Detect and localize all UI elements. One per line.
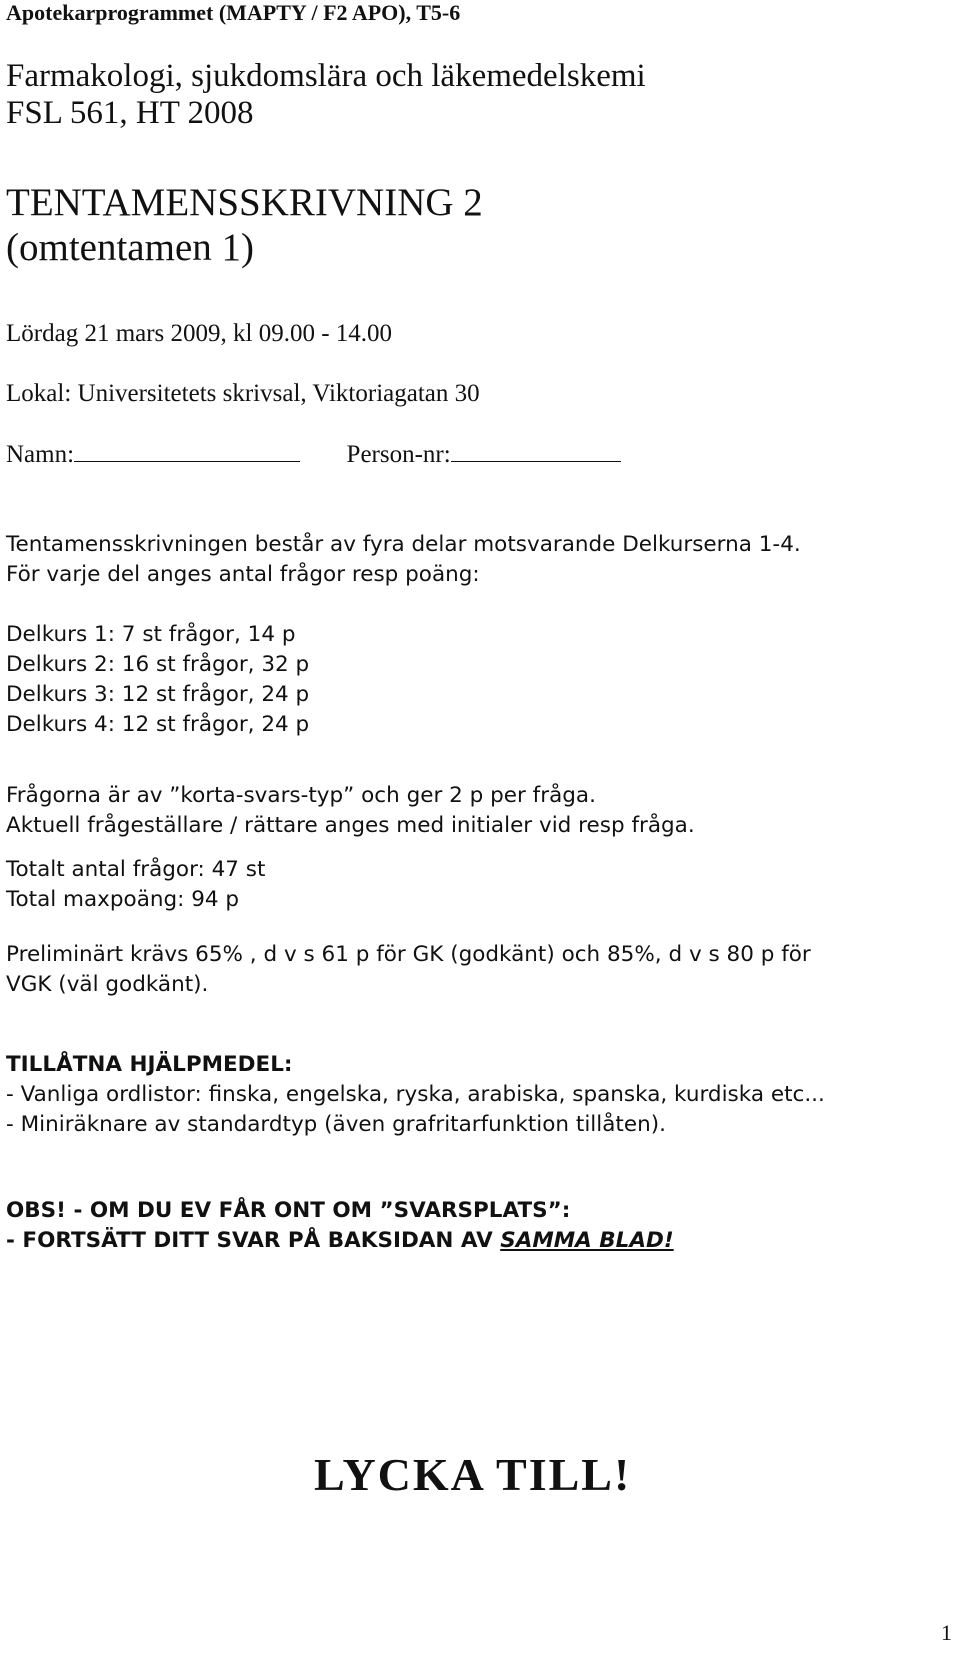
obs-instruction	[6, 1228, 674, 1253]
total-max-points: Total maxpoäng: 94 p	[6, 887, 240, 912]
personnr-label: Person-nr:	[346, 441, 451, 468]
exam-date: Lördag 21 mars 2009, kl 09.00 - 14.00	[6, 320, 393, 347]
grading-line-2: VGK (väl godkänt).	[6, 972, 209, 997]
exam-subtitle: (omtentamen 1)	[6, 226, 254, 269]
exam-location: Lokal: Universitetets skrivsal, Viktoriagatan 30	[6, 380, 480, 407]
grader-info: Aktuell frågeställare / rättare anges med initialer vid resp fråga.	[6, 813, 695, 838]
name-row	[6, 441, 621, 469]
obs-instruction-text: - FORTSÄTT DITT SVAR PÅ BAKSIDAN AV	[6, 1228, 501, 1253]
name-field[interactable]	[74, 441, 300, 462]
personnr-field[interactable]	[451, 441, 621, 462]
grading-line-1: Preliminärt krävs 65% , d v s 61 p för GK (godkänt) och 85%, d v s 80 p för	[6, 942, 811, 967]
aids-dictionaries: - Vanliga ordlistor: finska, engelska, ryska, arabiska, spanska, kurdiska etc...	[6, 1082, 825, 1107]
program-title: Apotekarprogrammet (MAPTY / F2 APO), T5-6	[6, 0, 461, 25]
total-questions: Totalt antal frågor: 47 st	[6, 857, 266, 882]
aids-heading: TILLÅTNA HJÄLPMEDEL:	[6, 1052, 293, 1077]
intro-line-1: Tentamensskrivningen består av fyra delar motsvarande Delkurserna 1-4.	[6, 532, 801, 557]
course-title: Farmakologi, sjukdomslära och läkemedelskemi	[6, 58, 646, 94]
intro-line-2: För varje del anges antal frågor resp poäng:	[6, 562, 480, 587]
obs-heading: OBS! - OM DU EV FÅR ONT OM ”SVARSPLATS”:	[6, 1198, 571, 1223]
delkurs-4: Delkurs 4: 12 st frågor, 24 p	[6, 712, 310, 737]
delkurs-3: Delkurs 3: 12 st frågor, 24 p	[6, 682, 310, 707]
delkurs-2: Delkurs 2: 16 st frågor, 32 p	[6, 652, 310, 677]
closing-greeting: LYCKA TILL!	[314, 1449, 632, 1500]
aids-calculator: - Miniräknare av standardtyp (även grafritarfunktion tillåten).	[6, 1112, 666, 1137]
course-code: FSL 561, HT 2008	[6, 95, 254, 131]
obs-emphasis: SAMMA BLAD!	[500, 1228, 674, 1253]
exam-title: TENTAMENSSKRIVNING 2	[6, 181, 483, 224]
page-number: 1	[941, 1620, 952, 1645]
delkurs-1: Delkurs 1: 7 st frågor, 14 p	[6, 622, 296, 647]
question-type-info: Frågorna är av ”korta-svars-typ” och ger 2 p per fråga.	[6, 783, 596, 808]
name-label: Namn:	[6, 441, 75, 468]
